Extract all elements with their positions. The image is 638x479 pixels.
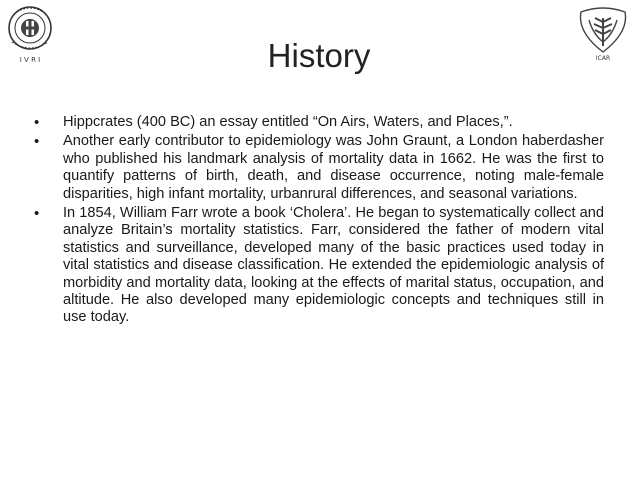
- bullet-dot: •: [34, 114, 40, 131]
- bullet-text: Another early contributor to epidemiology was John Graunt, a London haberdasher who published his landmark analysis of mortality data in 1662. He was the first to quantify patterns of birth, death, and disease occurrence, noting male-female disparities, high infant mortality, urbanrural differences, and seasonal variations.: [63, 133, 604, 202]
- left-logo-caption: I V R I: [19, 56, 41, 64]
- bullet-item: [34, 114, 604, 131]
- bullet-text: In 1854, William Farr wrote a book ‘Cholera’. He began to systematically collect and analyze Britain’s mortality statistics. Farr, considered the father of modern vital statistics and surveillance, developed many of the basic practices used today in vital statistics and disease classification. He extended the epidemiologic analysis of morbidity and mortality data, looking at the effects of marital status, occupation, and altitude. He also developed many epidemiologic concepts and techniques still in use today.: [63, 205, 604, 326]
- bullet-item: [34, 133, 604, 203]
- bullet-text: Hippcrates (400 BC) an essay entitled “On Airs, Waters, and Places,”.: [63, 114, 513, 130]
- slide-title: History: [267, 37, 371, 74]
- bullet-list: [34, 114, 604, 329]
- bullet-item: [34, 205, 604, 327]
- bullet-dot: •: [34, 133, 40, 151]
- bullet-dot: •: [34, 205, 40, 223]
- right-logo-caption: ICAR: [595, 55, 611, 62]
